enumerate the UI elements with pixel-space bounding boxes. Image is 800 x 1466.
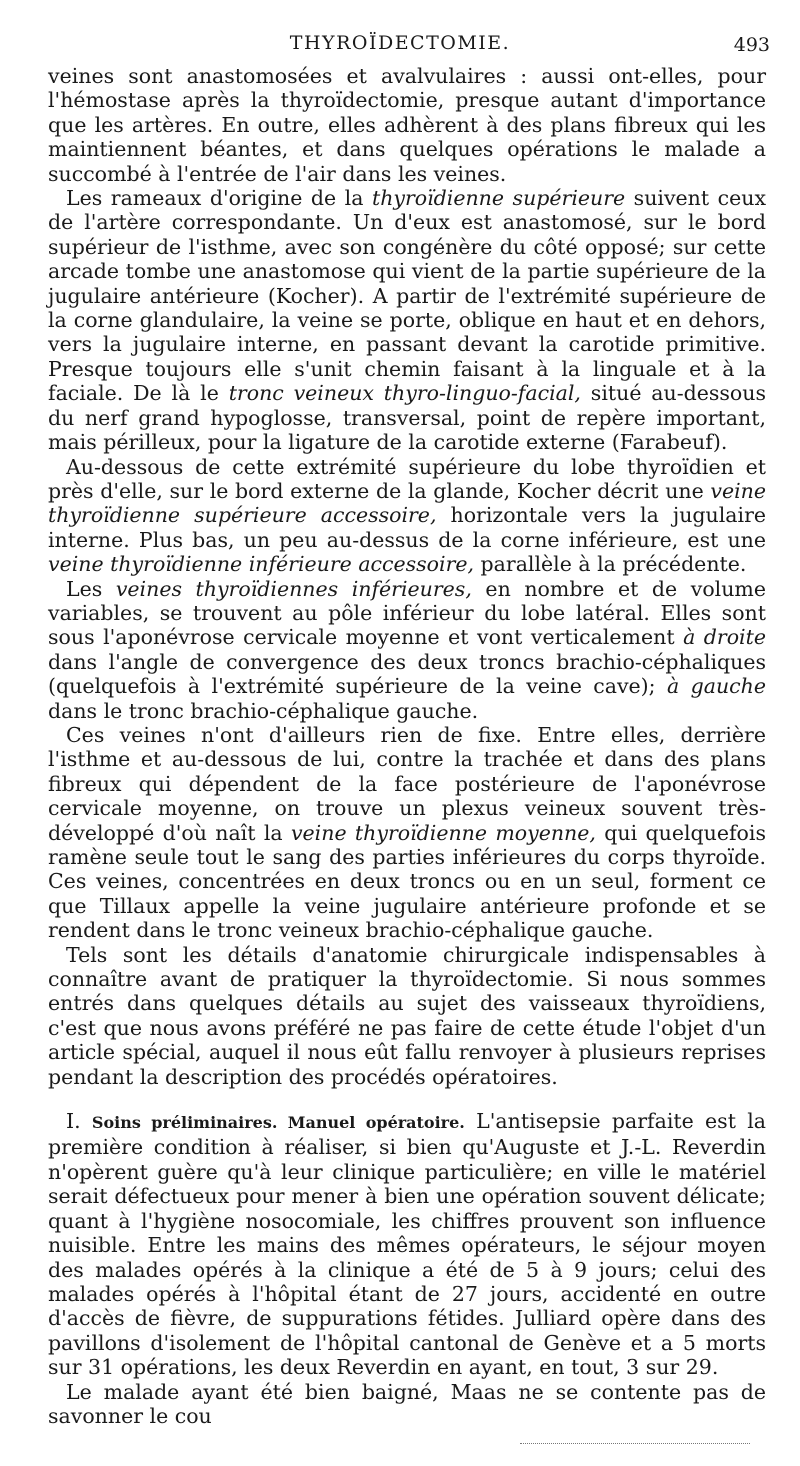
paragraph-3-text-a: Au-dessous de cette extrémité supérieure du lobe thyroïdien et près d'elle, sur le bord externe de la glande, Kocher décrit une [48, 454, 766, 503]
paragraph-2-italic-b: thyroïdienne supérieure [371, 186, 626, 211]
paragraph-5 [48, 723, 766, 943]
paragraph-2-text-c: suivent ceux de l'artère correspondante. Un d'eux est anastomosé, sur le bord supérieur de l'isthme, avec son congénère du côté opposé; sur cette arcade tombe une anastomose qui vient de la partie supérieure de la jugulaire antérieure (Kocher). A partir de l'extrémité supérieure de la corne glandulaire, la veine se porte, oblique en haut et en dehors, vers la jugulaire interne, en passant devant la carotide primitive. Presque toujours elle s'unit chemin faisant à la linguale et à la faciale. De là le [48, 186, 767, 406]
running-title: THYROÏDECTOMIE. [289, 32, 511, 54]
paragraph-7 [48, 1109, 766, 1379]
paragraph-2 [48, 186, 766, 454]
paragraph-4 [48, 577, 766, 723]
paragraph-4-italic-d: à droite [683, 625, 766, 650]
paragraph-4-text-e: dans l'angle de convergence des deux troncs brachio-céphaliques (quelquefois à l'extrémité supérieure de la veine cave); [48, 649, 766, 699]
paragraph-4-italic-b: veines thyroïdiennes inférieures, [115, 576, 472, 601]
paragraph-8: Le malade ayant été bien baigné, Maas ne se contente pas de savonner le cou [48, 1379, 766, 1428]
paragraph-2-text-a: Les rameaux d'origine de la [66, 186, 372, 211]
paragraph-4-italic-f: à gauche [667, 674, 766, 699]
body-text [48, 64, 766, 1428]
section-heading: Soins préliminaires. Manuel opératoire. [91, 1113, 465, 1133]
page-number: 493 [733, 34, 770, 56]
paragraph-3-italic-b: veine thyroïdienne supérieure accessoire, [48, 478, 766, 528]
paragraph-2-text-e: situé au-dessous du nerf grand hypoglosse, transversal, point de repère important, mais périlleux, pour la ligature de la carotide externe (Farabeuf). [48, 381, 766, 455]
paragraph-4-text-g: dans le tronc brachio-céphalique gauche. [48, 698, 479, 723]
paragraph-6: Tels sont les détails d'anatomie chirurgicale indispensables à connaître avant de pratiquer la thyroïdectomie. Si nous sommes entrés dans quelques détails au sujet des vaisseaux thyroïdiens, c'est que nous avons préféré ne pas faire de cette étude l'objet d'un article spécial, auquel il nous eût fallu renvoyer à plusieurs reprises pendant la description des procédés opératoires. [48, 942, 766, 1089]
paragraph-3 [48, 455, 766, 577]
paragraph-3-italic-d: veine thyroïdienne inférieure accessoire, [48, 552, 475, 577]
section-numeral: I. [66, 1109, 81, 1134]
running-head [0, 28, 800, 58]
footer-divider [520, 1443, 750, 1444]
paragraph-5-italic-b: veine thyroïdienne moyenne, [290, 820, 596, 845]
paragraph-3-text-e: parallèle à la précédente. [474, 552, 747, 577]
paragraph-2-italic-d: tronc veineux thyro-linguo-facial, [228, 381, 581, 406]
paragraph-7-text: L'antisepsie parfaite est la première condition à réaliser, si bien qu'Auguste et J.-L. Reverdin n'opèrent guère qu'à leur clinique particulière; en ville le matériel serait défectueux pour mener à bien une opération souvent délicate; quant à l'hygiène nosocomiale, les chiffres prouvent son influence nuisible. Entre les mains des mêmes opérateurs, le séjour moyen des malades opérés à la clinique a été de 5 à 9 jours; celui des malades opérés à l'hôpital étant de 27 jours, accidenté en outre d'accès de fièvre, de suppurations fétides. Julliard opère dans des pavillons d'isolement de l'hôpital cantonal de Genève et a 5 morts sur 31 opérations, les deux Reverdin en ayant, en tout, 3 sur 29. [48, 1109, 766, 1380]
paragraph-4-text-a: Les [66, 576, 116, 601]
paragraph-1: veines sont anastomosées et avalvulaires : aussi ont-elles, pour l'hémostase après la thyroïdectomie, presque autant d'importance que les artères. En outre, elles adhèrent à des plans fibreux qui les maintiennent béantes, et dans quelques opérations le malade a succombé à l'entrée de l'air dans les veines. [48, 64, 766, 186]
paragraph-3-text-c: horizontale vers la jugulaire interne. Plus bas, un peu au-dessus de la corne inférieure, est une [48, 503, 766, 552]
paragraph-4-text-c: en nombre et de volume variables, se trouvent au pôle inférieur du lobe latéral. Elles sont sous l'aponévrose cervicale moyenne et vont verticalement [48, 576, 766, 650]
paragraph-5-text-c: qui quelquefois ramène seule tout le sang des parties inférieures du corps thyroïde. Ces veines, concentrées en deux troncs ou en un seul, forment ce que Tillaux appelle la veine jugulaire antérieure profonde et se rendent dans le tronc veineux brachio-céphalique gauche. [48, 820, 766, 943]
paragraph-5-text-a: Ces veines n'ont d'ailleurs rien de fixe. Entre elles, derrière l'isthme et au-dessous de lui, contre la trachée et dans des plans fibreux qui dépendent de la face postérieure de l'aponévrose cervicale moyenne, on trouve un plexus veineux souvent très-développé d'où naît la [48, 722, 766, 845]
